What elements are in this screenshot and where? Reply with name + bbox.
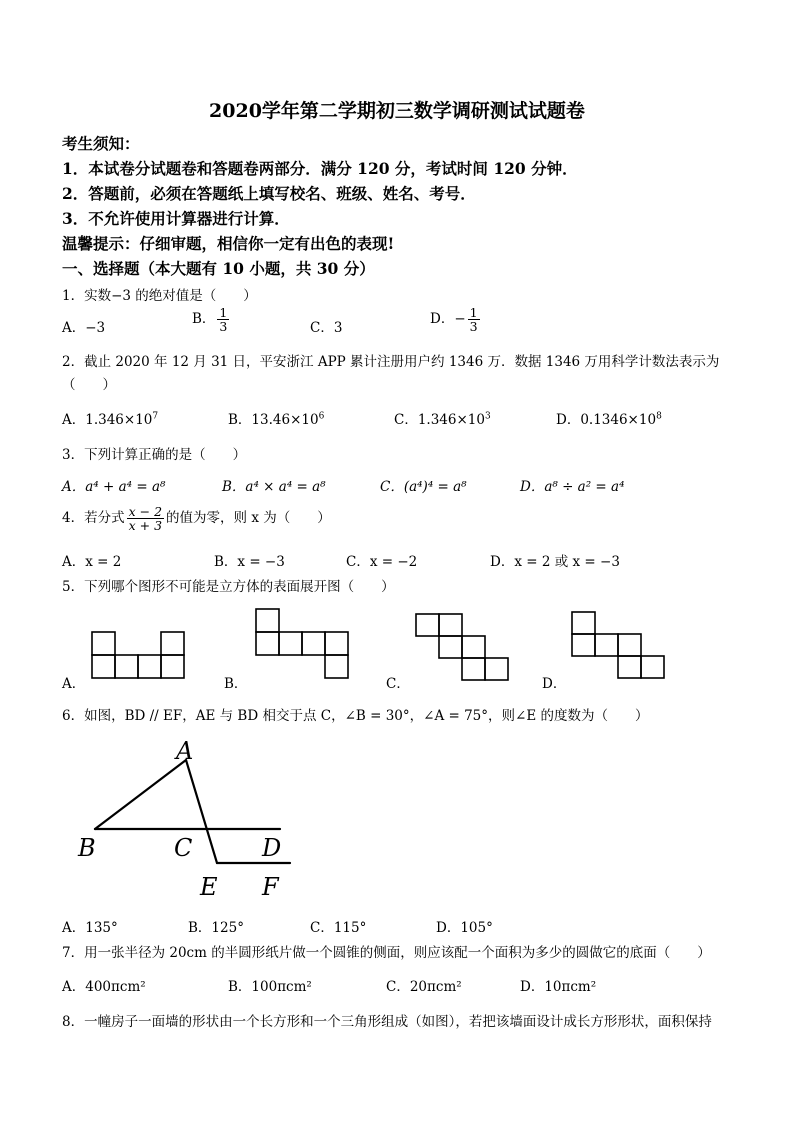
page-title: 2020学年第二学期初三数学调研测试试题卷 (209, 100, 585, 122)
q5-option-b: B． (224, 676, 248, 692)
q3-stem: 3．下列计算正确的是（ ） (62, 447, 247, 463)
q2-option-b: B．$13.46\times 10^6$ (228, 411, 325, 428)
label-f: F (262, 873, 279, 901)
notice-heading: 考生须知： (62, 134, 140, 153)
q1-option-c: C．3 (310, 320, 343, 336)
q6-option-a: A．135° (62, 920, 118, 936)
q7-stem: 7．用一张半径为 20cm 的半圆形纸片做一个圆锥的侧面，则应该配一个面积为多少的圆做它的底面（ ） (62, 945, 711, 961)
cube-net-a (90, 630, 186, 680)
q4-stem: 4．若分式 $\frac{x - 2}{x + 3}$ 的值为零，则 x 为（ ） (62, 504, 331, 534)
q4-option-d: D．x = 2 或 x = −3 (490, 554, 620, 570)
q4-option-b: B．x = −3 (214, 554, 285, 570)
q2-option-a: A．$1.346\times 10^7$ (62, 411, 159, 428)
q7-option-a: A．400πcm² (62, 979, 146, 995)
q5-option-a: A． (62, 676, 86, 692)
label-b: B (78, 834, 96, 862)
q1-option-d: D．− $\frac{1}{3}$ (430, 305, 478, 335)
q4-option-c: C．x = −2 (346, 554, 418, 570)
q7-option-b: B．100πcm² (228, 979, 312, 995)
q1-stem: 1．实数−3 的绝对值是（ ） (62, 288, 257, 304)
label-c: C (174, 834, 193, 862)
section-heading: 一、选择题（本大题有 10 小题，共 30 分） (62, 259, 375, 278)
q6-option-d: D．105° (436, 920, 493, 936)
notice-tip: 温馨提示：仔细审题，相信你一定有出色的表现! (62, 234, 395, 253)
q3-option-b: B．a⁴ × a⁴ = a⁸ (222, 479, 326, 495)
notice-item-2: 2．答题前，必须在答题纸上填写校名、班级、姓名、考号． (62, 184, 476, 203)
q2-option-d: D．$0.1346\times 10^8$ (556, 411, 662, 428)
notice-item-1: 1．本试卷分试题卷和答题卷两部分．满分 120 分，考试时间 120 分钟． (62, 159, 578, 178)
q3-option-a: A．a⁴ + a⁴ = a⁸ (62, 479, 166, 495)
q5-option-c: C． (386, 676, 410, 692)
label-d: D (262, 834, 282, 862)
geometry-figure (70, 735, 300, 905)
label-a: A (176, 737, 194, 765)
cube-net-c (414, 612, 510, 682)
q8-stem: 8．一幢房子一面墙的形状由一个长方形和一个三角形组成（如图），若把该墙面设计成长方形形状，面积保持 (62, 1014, 712, 1030)
q6-option-b: B．125° (188, 920, 244, 936)
q2-stem-cont: （ ） (62, 377, 116, 393)
q3-option-c: C．(a⁴)⁴ = a⁸ (380, 479, 467, 495)
q1-option-a: A．−3 (62, 320, 106, 336)
notice-item-3: 3．不允许使用计算器进行计算． (62, 209, 290, 228)
q7-option-d: D．10πcm² (520, 979, 597, 995)
q7-option-c: C．20πcm² (386, 979, 462, 995)
q5-option-d: D． (542, 676, 567, 692)
q2-stem: 2．截止 2020 年 12 月 31 日，平安浙江 APP 累计注册用户约 1346 万．数据 1346 万用科学计数法表示为 (62, 354, 720, 370)
cube-net-d (570, 610, 666, 680)
cube-net-b (254, 607, 350, 680)
q6-option-c: C．115° (310, 920, 367, 936)
q6-stem: 6．如图，BD // EF，AE 与 BD 相交于点 C，∠B = 30°，∠A = 75°，则∠E 的度数为（ ） (62, 708, 649, 724)
q1-option-b: B． $\frac{1}{3}$ (192, 305, 228, 335)
q3-option-d: D．a⁸ ÷ a² = a⁴ (520, 479, 625, 495)
q5-stem: 5．下列哪个图形不可能是立方体的表面展开图（ ） (62, 579, 395, 595)
q4-option-a: A．x = 2 (62, 554, 122, 570)
q2-option-c: C．$1.346\times 10^3$ (394, 411, 491, 428)
label-e: E (200, 873, 218, 901)
